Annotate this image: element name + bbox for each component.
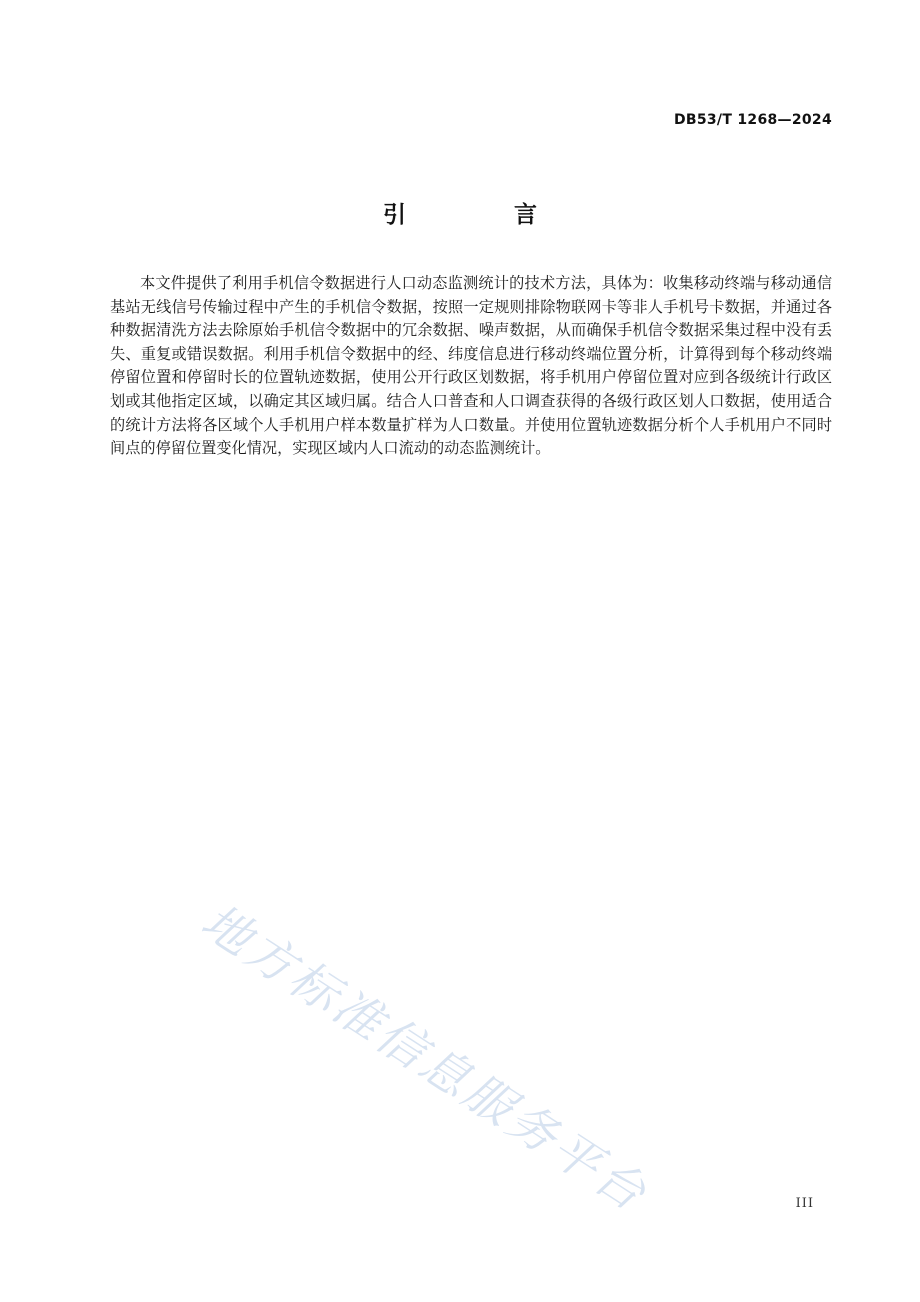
page-number: III xyxy=(795,1196,814,1211)
section-title: 引 言 xyxy=(382,202,587,228)
document-code: DB53/T 1268—2024 xyxy=(673,112,832,128)
body-paragraph: 本文件提供了利用手机信令数据进行人口动态监测统计的技术方法，具体为：收集移动终端与移动通信基站无线信号传输过程中产生的手机信令数据，按照一定规则排除物联网卡等非人手机号卡数据，并通过各种数据清洗方法去除原始手机信令数据中的冗余数据、噪声数据，从而确保手机信令数据采集过程中没有丢失、重复或错误数据。利用手机信令数据中的经、纬度信息进行移动终端位置分析，计算得到每个移动终端停留位置和停留时长的位置轨迹数据，使用公开行政区划数据，将手机用户停留位置对应到各级统计行政区划或其他指定区域，以确定其区域归属。结合人口普查和人口调查获得的各级行政区划人口数据，使用适合的统计方法将各区域个人手机用户样本数量扩样为人口数量。并使用位置轨迹数据分析个人手机用户不同时间点的停留位置变化情况，实现区域内人口流动的动态监测统计。 xyxy=(110,274,832,458)
watermark: 地方标准信息服务平台 xyxy=(191,893,659,1224)
